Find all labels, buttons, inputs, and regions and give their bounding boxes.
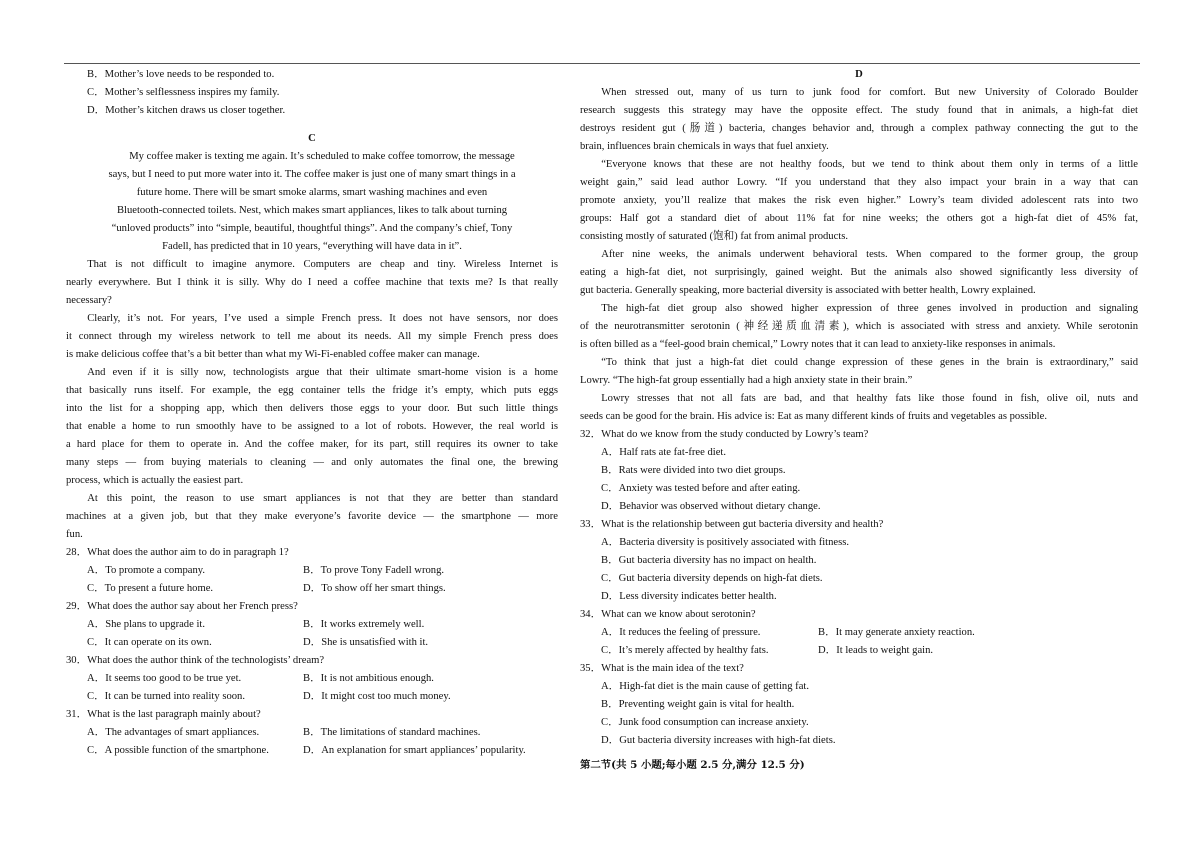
text-line: a hard place for them to operate in. And the coffee maker, for its part, still requires its owner to take xyxy=(66,439,558,450)
option-d: D．Gut bacteria diversity increases with high-fat diets. xyxy=(601,735,836,746)
option-a: A．High-fat diet is the main cause of getting fat. xyxy=(601,681,809,692)
text-line: many steps — from buying materials to cleaning — and only automates the final one, the brewing xyxy=(66,457,558,468)
previous-question-options xyxy=(66,66,558,120)
option-a: A．She plans to upgrade it. xyxy=(87,619,205,630)
text-line: into the list for a shopping app, which then delivers those eggs to your door. But such little things xyxy=(66,403,558,414)
question-stem: 30．What does the author think of the technologists’ dream? xyxy=(66,655,325,666)
option-a: A．The advantages of smart appliances. xyxy=(87,727,260,738)
text-line: is often billed as a “feel-good brain chemical,” Lowry notes that it can lead to anxiety-like responses in animals. xyxy=(580,339,1056,350)
text-line: that enable a home to run smoothly have to be assigned to a lot of robots. However, the real world is xyxy=(66,421,558,432)
question-stem: 32．What do we know from the study conducted by Lowry’s team? xyxy=(580,429,869,440)
text-line: Lowry stresses that not all fats are bad, and that healthy fats like those found in fish, olive oil, nuts and xyxy=(601,393,1138,404)
question-32 xyxy=(580,426,1138,516)
option-d: D．It leads to weight gain. xyxy=(818,645,934,656)
option-c: C．Junk food consumption can increase anxiety. xyxy=(601,717,809,728)
text-line: consisting mostly of saturated (饱和) fat from animal products. xyxy=(580,231,849,242)
text-line: research suggests this strategy may have the opposite effect. The study found that in animals, a high-fat diet xyxy=(580,105,1138,116)
question-stem: 29．What does the author say about her French press? xyxy=(66,601,298,612)
option-b: B．Mother’s love needs to be responded to. xyxy=(87,69,275,80)
text-line: brain, influences brain chemicals in ways that fuel anxiety. xyxy=(580,141,829,152)
option-c: C．A possible function of the smartphone. xyxy=(87,745,269,756)
option-a: A．Half rats ate fat-free diet. xyxy=(601,447,726,458)
text-line: And even if it is silly now, technologists argue that their ultimate smart-home vision is a home xyxy=(87,367,558,378)
text-line: seeds can be good for the brain. His advice is: Eat as many different kinds of fruits and vegetables as possible. xyxy=(580,411,1047,422)
text-line: “To think that just a high-fat diet could change expression of these genes in the brain is extraordinary,” said xyxy=(601,357,1138,368)
text-line: The high-fat diet group also showed higher expression of three genes involved in production and signaling xyxy=(601,303,1138,314)
left-column xyxy=(66,66,558,760)
option-a: A．It reduces the feeling of pressure. xyxy=(601,627,761,638)
option-c: C．It can operate on its own. xyxy=(87,637,212,648)
text-line: eating a high-fat diet, not surprisingly, gained weight. But the animals also showed significantly less diversity of xyxy=(580,267,1138,278)
option-b: B．It may generate anxiety reaction. xyxy=(818,627,975,638)
question-35 xyxy=(580,660,1138,750)
option-b: B．It is not ambitious enough. xyxy=(303,673,434,684)
text-line: Clearly, it’s not. For years, I’ve used a simple French press. It does not have sensors, nor does xyxy=(87,313,558,324)
question-stem: 28．What does the author aim to do in paragraph 1? xyxy=(66,547,289,558)
option-c: C．To present a future home. xyxy=(87,583,214,594)
option-d: D．Behavior was observed without dietary change. xyxy=(601,501,821,512)
text-line: Bluetooth-connected toilets. Nest, which makes smart appliances, likes to talk about turning xyxy=(116,205,508,216)
text-line: promote anxiety, you’ll realize that makes the risk even higher.” Lowry’s team divided adolescent rats into two xyxy=(580,195,1138,206)
text-line: When stressed out, many of us turn to junk food for comfort. But new University of Colorado Boulder xyxy=(601,87,1138,98)
option-c: C．It can be turned into reality soon. xyxy=(87,691,245,702)
right-column xyxy=(580,66,1138,774)
text-line: Fadell, has predicted that in 10 years, “everything will have data in it”. xyxy=(162,241,462,252)
option-d: D．An explanation for smart appliances’ popularity. xyxy=(303,745,526,756)
option-b: B．To prove Tony Fadell wrong. xyxy=(303,565,445,576)
text-line: it connect through my wireless network to tell me about its needs. All my simple French press does xyxy=(66,331,558,342)
option-d: D．Mother’s kitchen draws us closer together. xyxy=(87,105,286,116)
option-c: C．Anxiety was tested before and after eating. xyxy=(601,483,801,494)
question-29 xyxy=(66,598,558,652)
text-line: “unloved products” into “simple, beautiful, thoughtful things”. And the company’s chief, Tony xyxy=(111,223,513,234)
question-stem: 34．What can we know about serotonin? xyxy=(580,609,756,620)
text-line: groups: Half got a standard diet of about 11% fat for nine weeks; the others got a high-fat diet of 45% fat, xyxy=(580,213,1138,224)
text-line: of the neurotransmitter serotonin (神经递质血清素), which is associated with stress and anxiety. While serotonin xyxy=(580,321,1138,332)
option-d: D．Less diversity indicates better health. xyxy=(601,591,777,602)
section-heading: 第二节(共 5 小题;每小题 2.5 分,满分 12.5 分) xyxy=(580,759,805,771)
text-line: After nine weeks, the animals underwent behavioral tests. When compared to the former group, the group xyxy=(601,249,1138,260)
option-b: B．The limitations of standard machines. xyxy=(303,727,481,738)
option-a: A．It seems too good to be true yet. xyxy=(87,673,242,684)
option-a: A．Bacteria diversity is positively associated with fitness. xyxy=(601,537,850,548)
passage-c xyxy=(66,148,558,544)
text-line: gut bacteria. Generally speaking, more bacterial diversity is associated with better health, Lowry explained. xyxy=(580,285,1036,296)
text-line: “Everyone knows that these are not healthy foods, but we tend to think about them only in terms of a little xyxy=(601,159,1138,170)
header-rule xyxy=(64,63,1140,64)
option-c: C．Gut bacteria diversity depends on high-fat diets. xyxy=(601,573,823,584)
question-stem: 31．What is the last paragraph mainly about? xyxy=(66,709,261,720)
question-28 xyxy=(66,544,558,598)
passage-c-label: C xyxy=(308,133,316,144)
question-30 xyxy=(66,652,558,706)
question-31 xyxy=(66,706,558,760)
question-stem: 35．What is the main idea of the text? xyxy=(580,663,744,674)
option-b: B．Rats were divided into two diet groups. xyxy=(601,465,786,476)
text-line: is make delicious coffee that’s a bit better than what my Wi-Fi-enabled coffee maker can manage. xyxy=(66,349,480,360)
text-line: fun. xyxy=(66,529,83,540)
option-b: B．Gut bacteria diversity has no impact on health. xyxy=(601,555,817,566)
text-line: That is not difficult to imagine anymore. Computers are cheap and tiny. Wireless Internet is xyxy=(87,259,558,270)
text-line: weight gain,” said lead author Lowry. “If you understand that they also impact your brain in a way that can xyxy=(580,177,1138,188)
option-c: C．It’s merely affected by healthy fats. xyxy=(601,645,769,656)
option-b: B．Preventing weight gain is vital for health. xyxy=(601,699,795,710)
text-line: At this point, the reason to use smart appliances is not that they are better than standard xyxy=(87,493,558,504)
passage-d xyxy=(580,84,1138,426)
question-34 xyxy=(580,606,1138,660)
question-33 xyxy=(580,516,1138,606)
option-d: D．She is unsatisfied with it. xyxy=(303,637,429,648)
text-line: future home. There will be smart smoke alarms, smart washing machines and even xyxy=(136,187,488,198)
text-line: machines at a given job, but that they make everyone’s favorite device — the smartphone — more xyxy=(66,511,558,522)
text-line: Lowry. “The high-fat group essentially had a high anxiety state in their brain.” xyxy=(580,375,913,386)
text-line: My coffee maker is texting me again. It’s scheduled to make coffee tomorrow, the message xyxy=(129,151,515,162)
option-b: B．It works extremely well. xyxy=(303,619,425,630)
text-line: says, but I need to put more water into it. The coffee maker is just one of many smart things in a xyxy=(108,169,516,180)
option-d: D．It might cost too much money. xyxy=(303,691,451,702)
text-line: destroys resident gut (肠道) bacteria, changes behavior and, through a complex pathway connecting the gut to the xyxy=(580,123,1138,134)
passage-d-label: D xyxy=(855,69,863,80)
question-stem: 33．What is the relationship between gut bacteria diversity and health? xyxy=(580,519,884,530)
option-c: C．Mother’s selflessness inspires my family. xyxy=(87,87,280,98)
text-line: necessary? xyxy=(66,295,112,306)
text-line: nearly everywhere. But I think it is silly. Why do I need a coffee machine that texts me? Is that really xyxy=(66,277,558,288)
text-line: process, which is actually the easiest part. xyxy=(66,475,244,486)
option-d: D．To show off her smart things. xyxy=(303,583,446,594)
option-a: A．To promote a company. xyxy=(87,565,206,576)
text-line: that basically runs itself. For example, the egg container tells the fridge it’s empty, which puts eggs xyxy=(66,385,558,396)
